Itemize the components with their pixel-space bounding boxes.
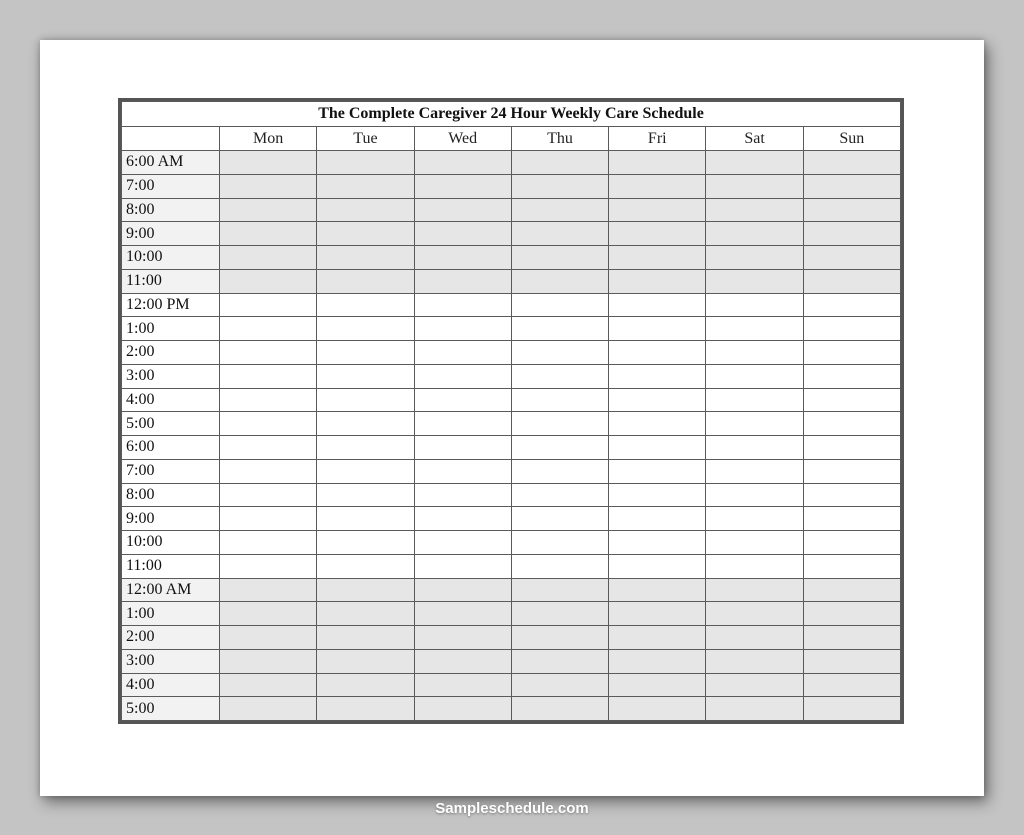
weekly-care-schedule [118,98,904,724]
schedule-slot-wed[interactable] [414,531,511,555]
schedule-slot-tue[interactable] [317,341,414,365]
schedule-slot-sat[interactable] [706,626,803,650]
day-header-fri: Fri [609,127,706,151]
schedule-slot-tue[interactable] [317,269,414,293]
time-label: 10:00 [122,246,220,270]
schedule-slot-sat[interactable] [706,531,803,555]
schedule-slot-thu[interactable] [511,554,608,578]
time-row [122,174,901,198]
time-label: 6:00 AM [122,151,220,175]
schedule-slot-sat[interactable] [706,222,803,246]
schedule-slot-sat[interactable] [706,673,803,697]
schedule-slot-thu[interactable] [511,578,608,602]
schedule-slot-thu[interactable] [511,364,608,388]
schedule-slot-tue[interactable] [317,578,414,602]
time-row [122,554,901,578]
schedule-slot-fri[interactable] [609,222,706,246]
schedule-slot-mon[interactable] [220,531,317,555]
schedule-slot-sun[interactable] [803,531,900,555]
schedule-slot-thu[interactable] [511,531,608,555]
schedule-slot-thu[interactable] [511,151,608,175]
schedule-slot-wed[interactable] [414,697,511,721]
schedule-slot-mon[interactable] [220,554,317,578]
time-row [122,341,901,365]
schedule-slot-sat[interactable] [706,246,803,270]
schedule-grid [121,101,901,721]
schedule-slot-thu[interactable] [511,174,608,198]
schedule-slot-sat[interactable] [706,459,803,483]
schedule-slot-fri[interactable] [609,269,706,293]
schedule-slot-fri[interactable] [609,507,706,531]
schedule-slot-mon[interactable] [220,626,317,650]
schedule-slot-sat[interactable] [706,388,803,412]
schedule-slot-sun[interactable] [803,554,900,578]
schedule-slot-wed[interactable] [414,412,511,436]
schedule-slot-sat[interactable] [706,507,803,531]
schedule-slot-sun[interactable] [803,649,900,673]
schedule-slot-tue[interactable] [317,602,414,626]
schedule-slot-fri[interactable] [609,412,706,436]
schedule-slot-fri[interactable] [609,626,706,650]
schedule-slot-sat[interactable] [706,174,803,198]
schedule-slot-thu[interactable] [511,269,608,293]
time-label: 9:00 [122,507,220,531]
schedule-slot-sun[interactable] [803,151,900,175]
schedule-slot-sun[interactable] [803,436,900,460]
schedule-slot-fri[interactable] [609,602,706,626]
time-label: 3:00 [122,649,220,673]
schedule-slot-wed[interactable] [414,554,511,578]
schedule-slot-sun[interactable] [803,507,900,531]
time-label: 2:00 [122,626,220,650]
schedule-slot-wed[interactable] [414,459,511,483]
schedule-slot-mon[interactable] [220,697,317,721]
time-row [122,483,901,507]
schedule-slot-tue[interactable] [317,174,414,198]
schedule-slot-fri[interactable] [609,531,706,555]
schedule-slot-wed[interactable] [414,174,511,198]
schedule-slot-thu[interactable] [511,673,608,697]
schedule-slot-wed[interactable] [414,673,511,697]
schedule-slot-mon[interactable] [220,459,317,483]
time-label: 8:00 [122,483,220,507]
time-label: 12:00 PM [122,293,220,317]
time-label: 10:00 [122,531,220,555]
time-row [122,198,901,222]
schedule-slot-mon[interactable] [220,673,317,697]
schedule-slot-fri[interactable] [609,673,706,697]
schedule-slot-wed[interactable] [414,364,511,388]
time-label: 4:00 [122,673,220,697]
schedule-slot-tue[interactable] [317,222,414,246]
time-label: 9:00 [122,222,220,246]
schedule-slot-tue[interactable] [317,198,414,222]
schedule-slot-tue[interactable] [317,507,414,531]
time-row [122,222,901,246]
schedule-slot-fri[interactable] [609,388,706,412]
schedule-slot-fri[interactable] [609,436,706,460]
schedule-slot-thu[interactable] [511,697,608,721]
schedule-slot-fri[interactable] [609,246,706,270]
schedule-slot-sat[interactable] [706,578,803,602]
schedule-slot-sun[interactable] [803,364,900,388]
schedule-slot-fri[interactable] [609,364,706,388]
schedule-slot-tue[interactable] [317,483,414,507]
schedule-slot-tue[interactable] [317,246,414,270]
schedule-slot-wed[interactable] [414,246,511,270]
time-label: 1:00 [122,602,220,626]
time-label: 2:00 [122,341,220,365]
time-label: 6:00 [122,436,220,460]
schedule-slot-mon[interactable] [220,649,317,673]
schedule-slot-fri[interactable] [609,317,706,341]
schedule-slot-tue[interactable] [317,412,414,436]
schedule-slot-wed[interactable] [414,317,511,341]
schedule-slot-sun[interactable] [803,293,900,317]
schedule-slot-thu[interactable] [511,507,608,531]
schedule-slot-fri[interactable] [609,649,706,673]
time-label: 5:00 [122,697,220,721]
schedule-slot-mon[interactable] [220,364,317,388]
schedule-slot-sat[interactable] [706,554,803,578]
schedule-slot-thu[interactable] [511,246,608,270]
schedule-title: The Complete Caregiver 24 Hour Weekly Care Schedule [122,102,901,127]
schedule-slot-thu[interactable] [511,317,608,341]
schedule-slot-sat[interactable] [706,697,803,721]
watermark-text: Sampleschedule.com [435,800,589,817]
schedule-slot-sat[interactable] [706,198,803,222]
schedule-slot-mon[interactable] [220,151,317,175]
schedule-slot-mon[interactable] [220,246,317,270]
schedule-slot-wed[interactable] [414,578,511,602]
schedule-slot-sun[interactable] [803,317,900,341]
schedule-slot-tue[interactable] [317,293,414,317]
schedule-slot-tue[interactable] [317,697,414,721]
schedule-slot-sat[interactable] [706,412,803,436]
title-row [122,102,901,127]
schedule-slot-mon[interactable] [220,222,317,246]
schedule-slot-tue[interactable] [317,317,414,341]
time-row [122,673,901,697]
schedule-slot-mon[interactable] [220,341,317,365]
schedule-slot-sun[interactable] [803,222,900,246]
schedule-slot-mon[interactable] [220,174,317,198]
schedule-slot-sat[interactable] [706,293,803,317]
schedule-slot-sun[interactable] [803,246,900,270]
day-header-wed: Wed [414,127,511,151]
schedule-slot-thu[interactable] [511,198,608,222]
schedule-slot-fri[interactable] [609,198,706,222]
time-label: 1:00 [122,317,220,341]
schedule-slot-tue[interactable] [317,531,414,555]
schedule-slot-wed[interactable] [414,222,511,246]
schedule-slot-sun[interactable] [803,626,900,650]
time-row [122,436,901,460]
schedule-slot-tue[interactable] [317,649,414,673]
time-label: 11:00 [122,269,220,293]
schedule-slot-sat[interactable] [706,602,803,626]
time-row [122,697,901,721]
schedule-slot-fri[interactable] [609,578,706,602]
schedule-slot-thu[interactable] [511,626,608,650]
schedule-slot-sun[interactable] [803,174,900,198]
time-label: 3:00 [122,364,220,388]
schedule-slot-tue[interactable] [317,554,414,578]
time-row [122,626,901,650]
schedule-slot-sun[interactable] [803,602,900,626]
schedule-slot-fri[interactable] [609,483,706,507]
schedule-slot-mon[interactable] [220,293,317,317]
time-row [122,269,901,293]
schedule-slot-wed[interactable] [414,507,511,531]
schedule-slot-sun[interactable] [803,673,900,697]
day-header-tue: Tue [317,127,414,151]
time-row [122,531,901,555]
time-label: 7:00 [122,459,220,483]
schedule-slot-tue[interactable] [317,673,414,697]
time-row [122,602,901,626]
schedule-slot-mon[interactable] [220,436,317,460]
schedule-slot-sun[interactable] [803,388,900,412]
schedule-slot-thu[interactable] [511,436,608,460]
schedule-slot-sun[interactable] [803,341,900,365]
time-row [122,151,901,175]
schedule-slot-wed[interactable] [414,388,511,412]
schedule-slot-mon[interactable] [220,507,317,531]
day-header-row [122,127,901,151]
schedule-slot-mon[interactable] [220,269,317,293]
schedule-slot-mon[interactable] [220,388,317,412]
schedule-slot-fri[interactable] [609,293,706,317]
schedule-slot-sat[interactable] [706,436,803,460]
time-row [122,459,901,483]
time-label: 7:00 [122,174,220,198]
day-header-thu: Thu [511,127,608,151]
schedule-slot-thu[interactable] [511,412,608,436]
time-row [122,364,901,388]
schedule-slot-thu[interactable] [511,341,608,365]
day-header-sun: Sun [803,127,900,151]
schedule-slot-sat[interactable] [706,151,803,175]
corner-cell [122,127,220,151]
schedule-slot-sat[interactable] [706,483,803,507]
schedule-slot-sun[interactable] [803,483,900,507]
time-label: 4:00 [122,388,220,412]
schedule-slot-mon[interactable] [220,198,317,222]
time-row [122,388,901,412]
schedule-slot-sun[interactable] [803,697,900,721]
schedule-slot-sun[interactable] [803,269,900,293]
schedule-slot-thu[interactable] [511,649,608,673]
schedule-slot-sat[interactable] [706,364,803,388]
schedule-slot-sun[interactable] [803,578,900,602]
time-label: 11:00 [122,554,220,578]
schedule-slot-wed[interactable] [414,198,511,222]
schedule-slot-tue[interactable] [317,151,414,175]
schedule-slot-thu[interactable] [511,602,608,626]
time-row [122,317,901,341]
schedule-slot-thu[interactable] [511,483,608,507]
time-label: 12:00 AM [122,578,220,602]
time-row [122,293,901,317]
schedule-slot-sat[interactable] [706,649,803,673]
time-row [122,578,901,602]
schedule-slot-mon[interactable] [220,602,317,626]
schedule-slot-sat[interactable] [706,317,803,341]
schedule-slot-thu[interactable] [511,222,608,246]
schedule-slot-wed[interactable] [414,649,511,673]
time-row [122,507,901,531]
schedule-slot-sat[interactable] [706,341,803,365]
schedule-slot-tue[interactable] [317,436,414,460]
time-row [122,649,901,673]
time-row [122,246,901,270]
schedule-slot-fri[interactable] [609,174,706,198]
schedule-slot-thu[interactable] [511,293,608,317]
day-header-sat: Sat [706,127,803,151]
time-label: 5:00 [122,412,220,436]
schedule-slot-wed[interactable] [414,626,511,650]
schedule-slot-sun[interactable] [803,198,900,222]
schedule-slot-mon[interactable] [220,412,317,436]
schedule-slot-sat[interactable] [706,269,803,293]
schedule-slot-sun[interactable] [803,459,900,483]
schedule-slot-fri[interactable] [609,697,706,721]
time-label: 8:00 [122,198,220,222]
schedule-slot-thu[interactable] [511,388,608,412]
time-row [122,412,901,436]
schedule-slot-wed[interactable] [414,341,511,365]
schedule-slot-fri[interactable] [609,459,706,483]
schedule-slot-mon[interactable] [220,483,317,507]
schedule-slot-tue[interactable] [317,459,414,483]
schedule-slot-wed[interactable] [414,483,511,507]
day-header-mon: Mon [220,127,317,151]
schedule-slot-wed[interactable] [414,269,511,293]
schedule-slot-tue[interactable] [317,388,414,412]
schedule-slot-fri[interactable] [609,151,706,175]
schedule-slot-wed[interactable] [414,436,511,460]
schedule-slot-tue[interactable] [317,626,414,650]
schedule-slot-wed[interactable] [414,293,511,317]
schedule-slot-mon[interactable] [220,317,317,341]
schedule-slot-fri[interactable] [609,341,706,365]
schedule-slot-wed[interactable] [414,602,511,626]
schedule-slot-tue[interactable] [317,364,414,388]
schedule-slot-fri[interactable] [609,554,706,578]
schedule-slot-wed[interactable] [414,151,511,175]
schedule-slot-sun[interactable] [803,412,900,436]
schedule-slot-thu[interactable] [511,459,608,483]
schedule-slot-mon[interactable] [220,578,317,602]
document-page [40,40,984,796]
